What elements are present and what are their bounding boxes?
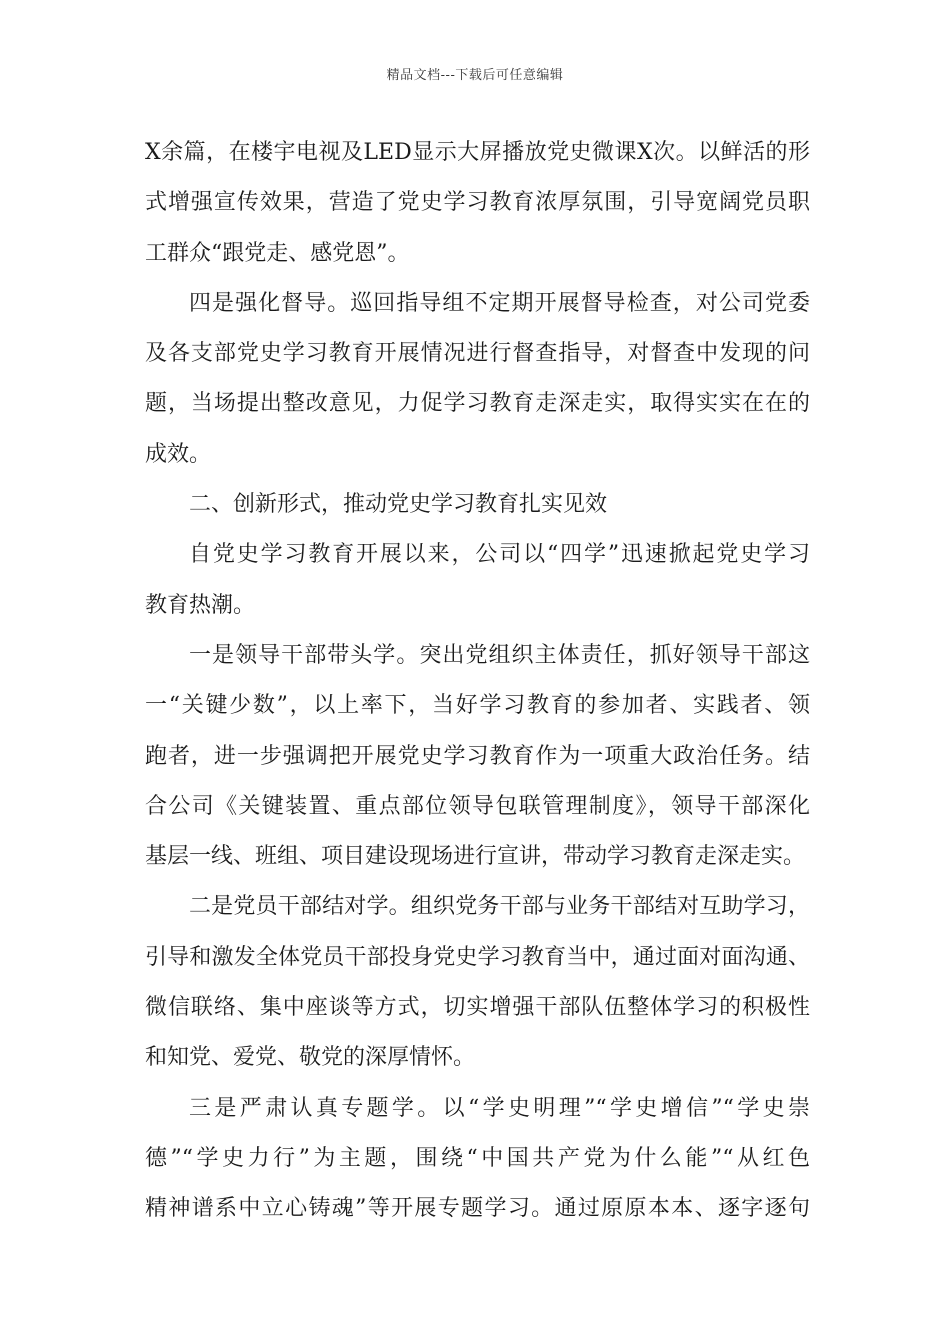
- text-line: X余篇，在楼宇电视及LED显示大屏播放党史微课X次。以鲜活的形: [145, 140, 810, 165]
- text-line: 成效。: [145, 441, 212, 467]
- text-line: 自党史学习教育开展以来，公司以“四学”迅速掀起党史学习: [189, 542, 810, 568]
- text-line: 三是严肃认真专题学。以“学史明理”“学史增信”“学史崇: [189, 1095, 810, 1121]
- page-header: 精品文档---下载后可任意编辑: [386, 68, 564, 83]
- text-line: 合公司《关键装置、重点部位领导包联管理制度》，领导干部深化: [145, 793, 810, 819]
- text-line: 教育热潮。: [145, 592, 256, 618]
- text-line: 式增强宣传效果，营造了党史学习教育浓厚氛围，引导宽阔党员职: [145, 190, 810, 216]
- text-line: 四是强化督导。巡回指导组不定期开展督导检查，对公司党委: [189, 290, 810, 316]
- text-line: 跑者，进一步强调把开展党史学习教育作为一项重大政治任务。结: [145, 743, 810, 769]
- paragraph-6: [145, 1084, 810, 1235]
- text-line: 和知党、爱党、敬党的深厚情怀。: [145, 1045, 476, 1071]
- section-heading-text: 二、创新形式，推动党史学习教育扎实见效: [189, 492, 608, 518]
- document-body: [145, 128, 810, 1235]
- text-line: 工群众“跟党走、感党恩”。: [145, 240, 410, 266]
- text-line: 微信联络、集中座谈等方式，切实增强干部队伍整体学习的积极性: [145, 995, 810, 1021]
- text-line: 德”“学史力行”为主题，围绕“中国共产党为什么能”“从红色: [145, 1145, 810, 1171]
- paragraph-2: [145, 279, 810, 480]
- section-heading: [145, 480, 810, 530]
- text-line: 一“关键少数”，以上率下，当好学习教育的参加者、实践者、领: [145, 693, 810, 719]
- text-line: 精神谱系中立心铸魂”等开展专题学习。通过原原本本、逐字逐句: [145, 1196, 810, 1222]
- paragraph-5: [145, 882, 810, 1083]
- text-line: 题，当场提出整改意见，力促学习教育走深走实，取得实实在在的: [145, 391, 810, 417]
- paragraph-1: [145, 128, 810, 279]
- text-line: 二是党员干部结对学。组织党务干部与业务干部结对互助学习，: [189, 894, 810, 920]
- text-line: 引导和激发全体党员干部投身党史学习教育当中，通过面对面沟通、: [145, 944, 810, 970]
- paragraph-3: [145, 530, 810, 631]
- text-line: 及各支部党史学习教育开展情况进行督查指导，对督查中发现的问: [145, 341, 810, 367]
- text-line: 一是领导干部带头学。突出党组织主体责任，抓好领导干部这: [189, 642, 810, 668]
- text-line: 基层一线、班组、项目建设现场进行宣讲，带动学习教育走深走实。: [145, 844, 806, 870]
- paragraph-4: [145, 631, 810, 882]
